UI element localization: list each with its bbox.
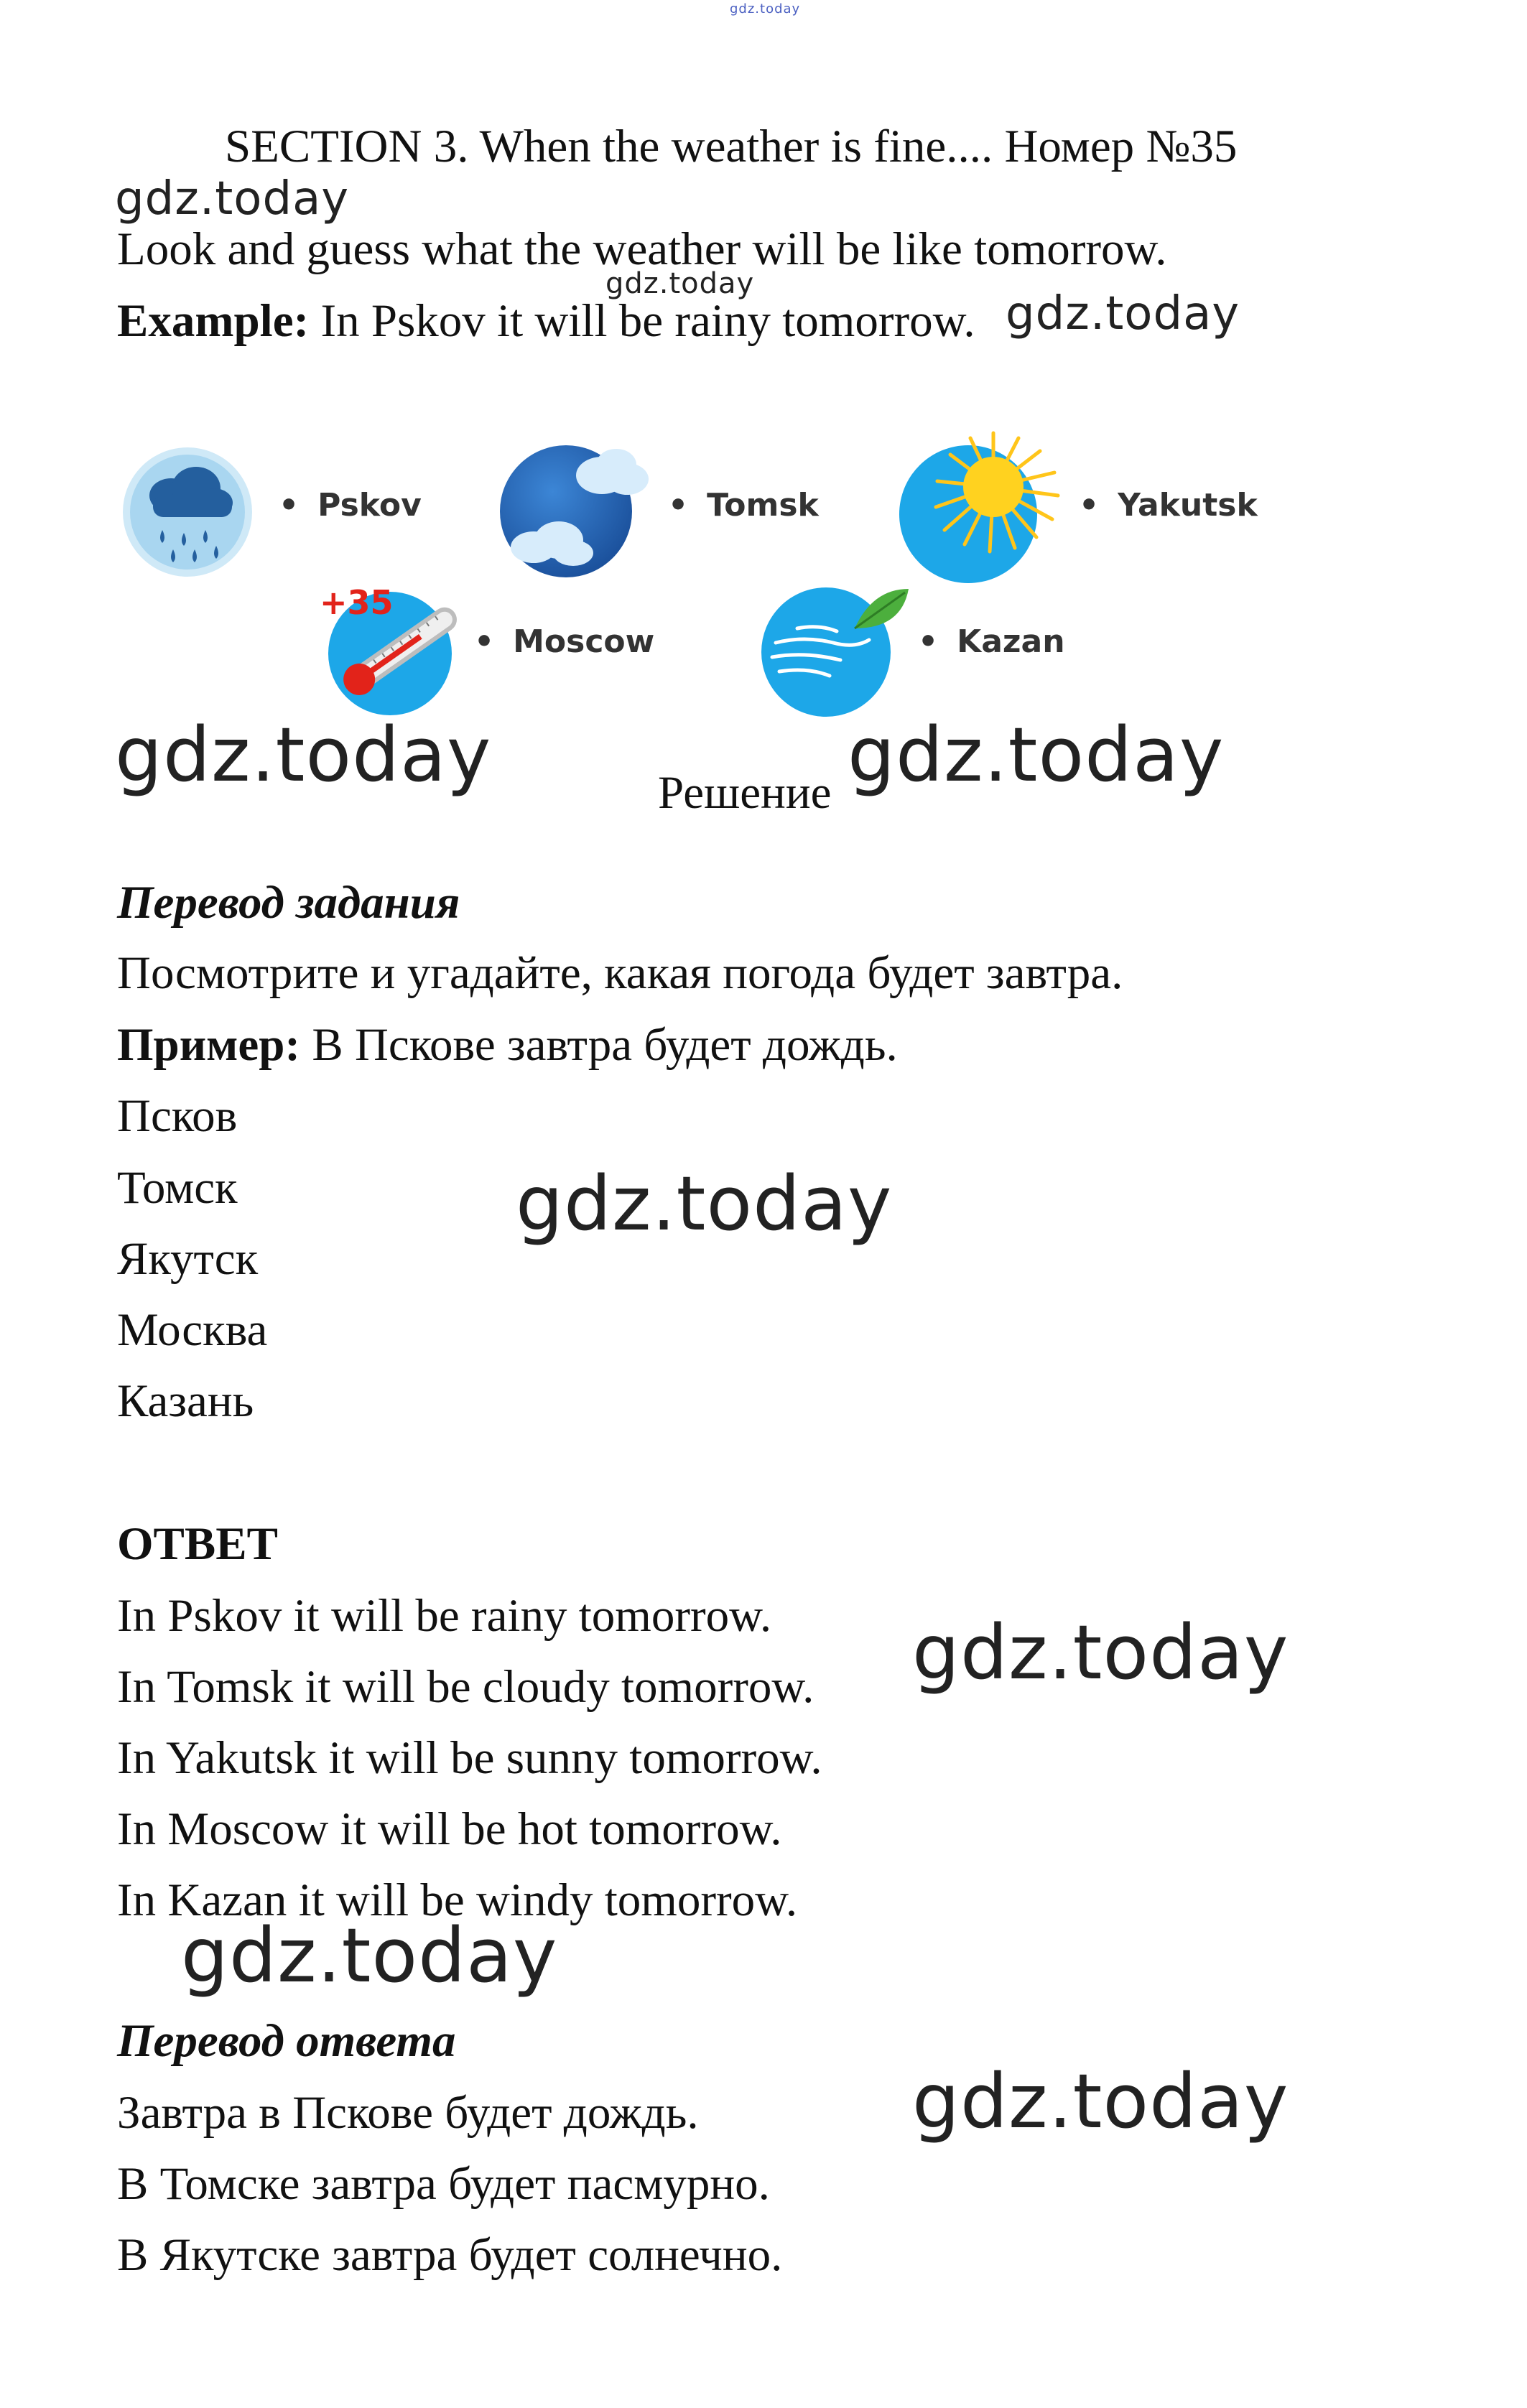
instruction-text: Look and guess what the weather will be like tomorrow. — [117, 223, 1167, 275]
watermark: gdz.today — [912, 1609, 1289, 1696]
answer-translation-line: Завтра в Пскове будет дождь. — [117, 2087, 699, 2139]
temperature-label: +35 — [320, 583, 394, 622]
answer-line: In Moscow it will be hot tomorrow. — [117, 1803, 782, 1855]
city-label-tomsk: • Tomsk — [668, 487, 819, 524]
watermark: gdz.today — [912, 2058, 1289, 2145]
watermark: gdz.today — [181, 1912, 558, 1999]
watermark: gdz.today — [115, 711, 492, 799]
sun-icon — [893, 429, 1072, 587]
city-ru: Псков — [117, 1090, 238, 1142]
city-label-pskov: • Pskov — [279, 487, 422, 524]
task-translation-heading: Перевод задания — [117, 877, 460, 929]
city-ru: Якутск — [117, 1233, 259, 1285]
answer-line: In Tomsk it will be cloudy tomorrow. — [117, 1661, 814, 1713]
example-label: Example: — [117, 295, 310, 347]
wind-icon — [754, 575, 912, 718]
answer-translation-line: В Томске завтра будет пасмурно. — [117, 2158, 770, 2210]
solution-heading: Решение — [658, 767, 832, 819]
task-translation-text: Посмотрите и угадайте, какая погода будет завтра. — [117, 947, 1123, 999]
city-ru: Казань — [117, 1375, 254, 1427]
top-watermark: gdz.today — [730, 1, 801, 17]
example-ru-line — [117, 1019, 898, 1071]
city-ru: Томск — [117, 1162, 238, 1214]
city-label-yakutsk: • Yakutsk — [1079, 487, 1258, 524]
watermark: gdz.today — [605, 267, 755, 300]
answer-heading: ОТВЕТ — [117, 1518, 278, 1570]
watermark: gdz.today — [115, 172, 350, 226]
answer-translation-heading: Перевод ответа — [117, 2015, 456, 2067]
rain-cloud-icon — [121, 445, 254, 579]
cloudy-icon — [494, 440, 661, 583]
watermark: gdz.today — [848, 711, 1225, 799]
city-label-kazan: • Kazan — [918, 623, 1065, 660]
example-line — [117, 295, 975, 347]
answer-line: In Pskov it will be rainy tomorrow. — [117, 1590, 772, 1642]
watermark: gdz.today — [1006, 287, 1240, 340]
section-title: SECTION 3. When the weather is fine.... Номер №35 — [225, 121, 1238, 172]
example-ru-label: Пример: — [117, 1019, 301, 1071]
example-ru-text: В Пскове завтра будет дождь. — [300, 1019, 898, 1071]
city-ru: Москва — [117, 1304, 268, 1356]
city-label-moscow: • Moscow — [474, 623, 654, 660]
answer-line: In Kazan it will be windy tomorrow. — [117, 1874, 798, 1926]
watermark: gdz.today — [516, 1160, 893, 1247]
answer-line: In Yakutsk it will be sunny tomorrow. — [117, 1732, 822, 1784]
answer-translation-line: В Якутске завтра будет солнечно. — [117, 2229, 783, 2281]
example-text: In Pskov it will be rainy tomorrow. — [309, 295, 975, 347]
